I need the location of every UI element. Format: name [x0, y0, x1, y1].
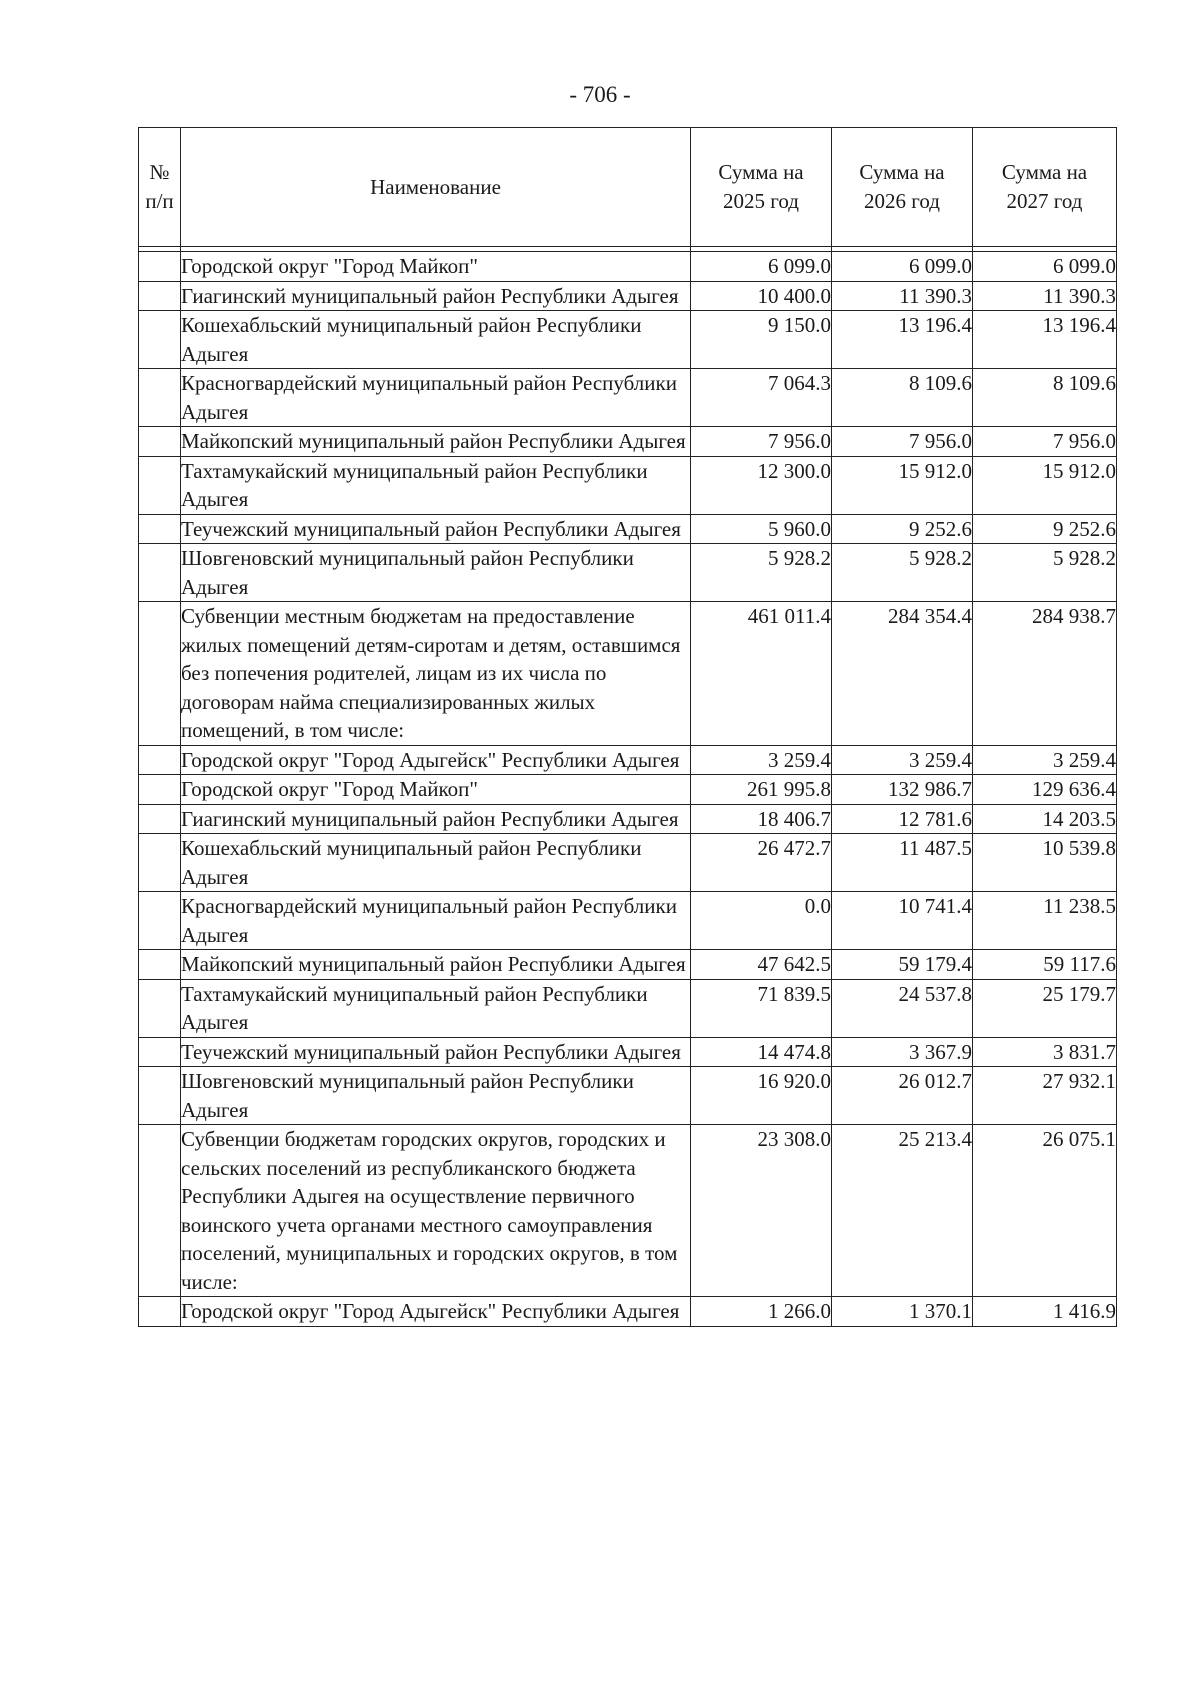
table-row: [139, 602, 1117, 746]
row-name-cell: Теучежский муниципальный район Республики Адыгея: [181, 514, 691, 544]
row-sum-2025-cell: 23 308.0: [691, 1125, 832, 1297]
table-row: [139, 745, 1117, 775]
page-number: - 706 -: [569, 82, 631, 107]
row-sum-2027-cell: 3 831.7: [973, 1037, 1117, 1067]
row-sum-2026-cell: 15 912.0: [832, 456, 973, 514]
row-sum-2026-cell: 9 252.6: [832, 514, 973, 544]
row-number-cell: [139, 950, 181, 980]
header-number-line-1: №: [149, 160, 170, 184]
row-number-cell: [139, 1067, 181, 1125]
row-name-cell: Субвенции бюджетам городских округов, городских и сельских поселений из республиканского бюджета Республики Адыгея на осуществление первичного воинского учета органами местного самоуправления поселений, муниципальных и городских округов, в том числе:: [181, 1125, 691, 1297]
row-sum-2025-cell: 7 956.0: [691, 427, 832, 457]
row-sum-2027-cell: 1 416.9: [973, 1297, 1117, 1327]
row-number-cell: [139, 369, 181, 427]
row-sum-2025-cell: 9 150.0: [691, 311, 832, 369]
row-sum-2026-cell: 10 741.4: [832, 892, 973, 950]
row-number-cell: [139, 1125, 181, 1297]
row-sum-2025-cell: 261 995.8: [691, 775, 832, 805]
row-sum-2025-cell: 6 099.0: [691, 252, 832, 282]
row-sum-2027-cell: 11 390.3: [973, 281, 1117, 311]
budget-table: [138, 127, 1117, 1327]
header-2027-line-1: Сумма на: [1001, 160, 1088, 184]
row-number-cell: [139, 311, 181, 369]
row-sum-2026-cell: 3 259.4: [832, 745, 973, 775]
header-number-line-2: п/п: [145, 189, 174, 213]
header-2026-line-1: Сумма на: [859, 160, 945, 184]
row-sum-2026-cell: 132 986.7: [832, 775, 973, 805]
table-row: [139, 804, 1117, 834]
row-sum-2027-cell: 129 636.4: [973, 775, 1117, 805]
table-row: [139, 950, 1117, 980]
row-number-cell: [139, 979, 181, 1037]
header-2025-line-1: Сумма на: [718, 160, 804, 184]
table-row: [139, 427, 1117, 457]
row-sum-2027-cell: 11 238.5: [973, 892, 1117, 950]
row-name-cell: Кошехабльский муниципальный район Республики Адыгея: [181, 311, 691, 369]
row-sum-2025-cell: 7 064.3: [691, 369, 832, 427]
row-number-cell: [139, 804, 181, 834]
table-row: [139, 514, 1117, 544]
row-name-cell: Городской округ "Город Майкоп": [181, 775, 691, 805]
row-number-cell: [139, 544, 181, 602]
row-sum-2026-cell: 26 012.7: [832, 1067, 973, 1125]
row-sum-2025-cell: 3 259.4: [691, 745, 832, 775]
row-number-cell: [139, 427, 181, 457]
row-sum-2026-cell: 1 370.1: [832, 1297, 973, 1327]
row-number-cell: [139, 892, 181, 950]
row-sum-2025-cell: 0.0: [691, 892, 832, 950]
row-sum-2026-cell: 5 928.2: [832, 544, 973, 602]
row-sum-2026-cell: 284 354.4: [832, 602, 973, 746]
row-sum-2025-cell: 10 400.0: [691, 281, 832, 311]
row-number-cell: [139, 745, 181, 775]
header-sum-2027: [973, 128, 1117, 247]
row-number-cell: [139, 281, 181, 311]
row-sum-2025-cell: 1 266.0: [691, 1297, 832, 1327]
header-sum-2025: [691, 128, 832, 247]
table-row: [139, 1037, 1117, 1067]
row-sum-2027-cell: 6 099.0: [973, 252, 1117, 282]
row-sum-2026-cell: 7 956.0: [832, 427, 973, 457]
header-2027-line-2: 2027 год: [1006, 189, 1083, 213]
row-sum-2026-cell: 25 213.4: [832, 1125, 973, 1297]
row-sum-2026-cell: 3 367.9: [832, 1037, 973, 1067]
row-sum-2026-cell: 59 179.4: [832, 950, 973, 980]
row-sum-2026-cell: 6 099.0: [832, 252, 973, 282]
header-2025-line-2: 2025 год: [723, 189, 799, 213]
row-sum-2027-cell: 7 956.0: [973, 427, 1117, 457]
row-name-cell: Майкопский муниципальный район Республики Адыгея: [181, 427, 691, 457]
row-name-cell: Городской округ "Город Адыгейск" Республики Адыгея: [181, 1297, 691, 1327]
row-sum-2027-cell: 26 075.1: [973, 1125, 1117, 1297]
row-sum-2027-cell: 10 539.8: [973, 834, 1117, 892]
row-sum-2027-cell: 13 196.4: [973, 311, 1117, 369]
row-sum-2027-cell: 59 117.6: [973, 950, 1117, 980]
row-name-cell: Тахтамукайский муниципальный район Республики Адыгея: [181, 979, 691, 1037]
row-sum-2026-cell: 24 537.8: [832, 979, 973, 1037]
row-sum-2025-cell: 5 960.0: [691, 514, 832, 544]
row-number-cell: [139, 1297, 181, 1327]
header-sum-2026: [832, 128, 973, 247]
row-sum-2027-cell: 3 259.4: [973, 745, 1117, 775]
row-name-cell: Субвенции местным бюджетам на предоставление жилых помещений детям-сиротам и детям, оставшимся без попечения родителей, лицам из их числа по договорам найма специализированных жилых помещений, в том числе:: [181, 602, 691, 746]
row-number-cell: [139, 775, 181, 805]
row-sum-2025-cell: 5 928.2: [691, 544, 832, 602]
row-sum-2027-cell: 14 203.5: [973, 804, 1117, 834]
header-name: Наименование: [181, 128, 691, 247]
row-sum-2027-cell: 284 938.7: [973, 602, 1117, 746]
row-number-cell: [139, 602, 181, 746]
row-number-cell: [139, 514, 181, 544]
row-sum-2026-cell: 11 390.3: [832, 281, 973, 311]
row-sum-2026-cell: 13 196.4: [832, 311, 973, 369]
table-row: [139, 311, 1117, 369]
table-row: [139, 979, 1117, 1037]
table-row: [139, 281, 1117, 311]
row-sum-2025-cell: 16 920.0: [691, 1067, 832, 1125]
row-name-cell: Красногвардейский муниципальный район Республики Адыгея: [181, 892, 691, 950]
row-name-cell: Шовгеновский муниципальный район Республики Адыгея: [181, 1067, 691, 1125]
row-sum-2027-cell: 15 912.0: [973, 456, 1117, 514]
table-body: [139, 247, 1117, 1327]
row-sum-2026-cell: 12 781.6: [832, 804, 973, 834]
header-number: [139, 128, 181, 247]
table-row: [139, 775, 1117, 805]
row-sum-2027-cell: 9 252.6: [973, 514, 1117, 544]
row-sum-2026-cell: 8 109.6: [832, 369, 973, 427]
row-name-cell: Городской округ "Город Майкоп": [181, 252, 691, 282]
row-sum-2027-cell: 8 109.6: [973, 369, 1117, 427]
row-number-cell: [139, 252, 181, 282]
row-name-cell: Красногвардейский муниципальный район Республики Адыгея: [181, 369, 691, 427]
row-sum-2027-cell: 27 932.1: [973, 1067, 1117, 1125]
row-sum-2026-cell: 11 487.5: [832, 834, 973, 892]
row-name-cell: Городской округ "Город Адыгейск" Республики Адыгея: [181, 745, 691, 775]
row-sum-2027-cell: 5 928.2: [973, 544, 1117, 602]
row-sum-2025-cell: 71 839.5: [691, 979, 832, 1037]
table-row: [139, 1297, 1117, 1327]
table-header-row: [139, 128, 1117, 247]
header-2026-line-2: 2026 год: [864, 189, 940, 213]
row-number-cell: [139, 1037, 181, 1067]
row-sum-2025-cell: 26 472.7: [691, 834, 832, 892]
row-name-cell: Теучежский муниципальный район Республики Адыгея: [181, 1037, 691, 1067]
row-name-cell: Майкопский муниципальный район Республики Адыгея: [181, 950, 691, 980]
row-sum-2025-cell: 18 406.7: [691, 804, 832, 834]
table-row: [139, 1067, 1117, 1125]
row-name-cell: Кошехабльский муниципальный район Республики Адыгея: [181, 834, 691, 892]
row-sum-2025-cell: 12 300.0: [691, 456, 832, 514]
row-name-cell: Тахтамукайский муниципальный район Республики Адыгея: [181, 456, 691, 514]
table-row: [139, 834, 1117, 892]
table-row: [139, 1125, 1117, 1297]
row-name-cell: Гиагинский муниципальный район Республики Адыгея: [181, 281, 691, 311]
table-row: [139, 456, 1117, 514]
row-number-cell: [139, 834, 181, 892]
row-sum-2027-cell: 25 179.7: [973, 979, 1117, 1037]
row-sum-2025-cell: 461 011.4: [691, 602, 832, 746]
table-row: [139, 252, 1117, 282]
row-number-cell: [139, 456, 181, 514]
row-sum-2025-cell: 14 474.8: [691, 1037, 832, 1067]
row-name-cell: Гиагинский муниципальный район Республики Адыгея: [181, 804, 691, 834]
table-row: [139, 369, 1117, 427]
table-row: [139, 892, 1117, 950]
row-sum-2025-cell: 47 642.5: [691, 950, 832, 980]
table-row: [139, 544, 1117, 602]
row-name-cell: Шовгеновский муниципальный район Республики Адыгея: [181, 544, 691, 602]
